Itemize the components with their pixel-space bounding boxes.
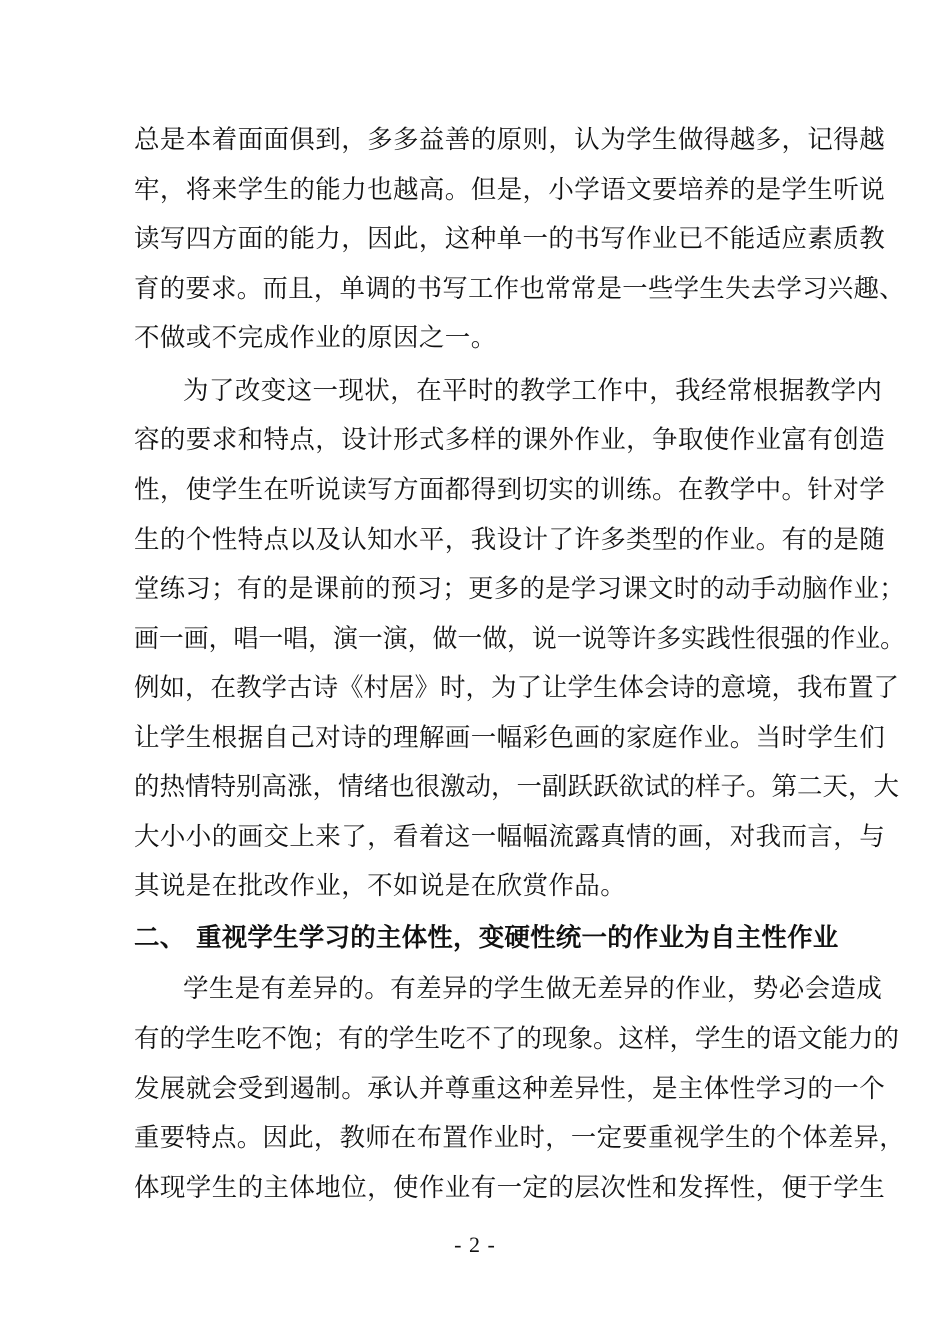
section-title: 重视学生学习的主体性，变硬性统一的作业为自主性作业 — [196, 923, 839, 953]
text-line: 让学生根据自己对诗的理解画一幅彩色画的家庭作业。当时学生们 — [134, 723, 886, 753]
text-line: 性，使学生在听说读写方面都得到切实的训练。在教学中。针对学 — [134, 475, 886, 505]
text-line: 其说是在批改作业，不如说是在欣赏作品。 — [134, 871, 627, 901]
text-line: 学生是有差异的。有差异的学生做无差异的作业，势必会造成 — [183, 974, 883, 1004]
text-line: 有的学生吃不饱；有的学生吃不了的现象。这样，学生的语文能力的 — [134, 1024, 900, 1054]
text-line: 不做或不完成作业的原因之一。 — [134, 323, 497, 353]
text-line: 大小小的画交上来了，看着这一幅幅流露真情的画，对我而言，与 — [134, 822, 886, 852]
text-line: 育的要求。而且，单调的书写工作也常常是一些学生失去学习兴趣、 — [134, 274, 905, 304]
text-line: 重要特点。因此，教师在布置作业时，一定要重视学生的个体差异， — [134, 1123, 905, 1153]
text-line: 画一画，唱一唱，演一演，做一做，说一说等许多实践性很强的作业。 — [134, 624, 905, 654]
text-line: 堂练习；有的是课前的预习；更多的是学习课文时的动手动脑作业； — [134, 574, 905, 604]
text-line: 容的要求和特点，设计形式多样的课外作业，争取使作业富有创造 — [134, 425, 886, 455]
text-line: 读写四方面的能力，因此，这种单一的书写作业已不能适应素质教 — [134, 224, 886, 254]
text-line: 生的个性特点以及认知水平，我设计了许多类型的作业。有的是随 — [134, 525, 886, 555]
text-line: 例如，在教学古诗《村居》时，为了让学生体会诗的意境，我布置了 — [134, 673, 900, 703]
page-number: - 2 - — [454, 1232, 496, 1257]
text-line: 为了改变这一现状，在平时的教学工作中，我经常根据教学内 — [183, 376, 883, 406]
section-heading — [134, 922, 839, 954]
text-line: 发展就会受到遏制。承认并尊重这种差异性，是主体性学习的一个 — [134, 1074, 886, 1104]
section-number: 二、 — [134, 923, 186, 953]
text-line: 体现学生的主体地位，使作业有一定的层次性和发挥性，便于学生 — [134, 1173, 886, 1203]
text-line: 牢，将来学生的能力也越高。但是，小学语文要培养的是学生听说 — [134, 175, 886, 205]
text-line: 总是本着面面俱到，多多益善的原则，认为学生做得越多，记得越 — [134, 125, 886, 155]
text-line: 的热情特别高涨，情绪也很激动，一副跃跃欲试的样子。第二天，大 — [134, 772, 900, 802]
